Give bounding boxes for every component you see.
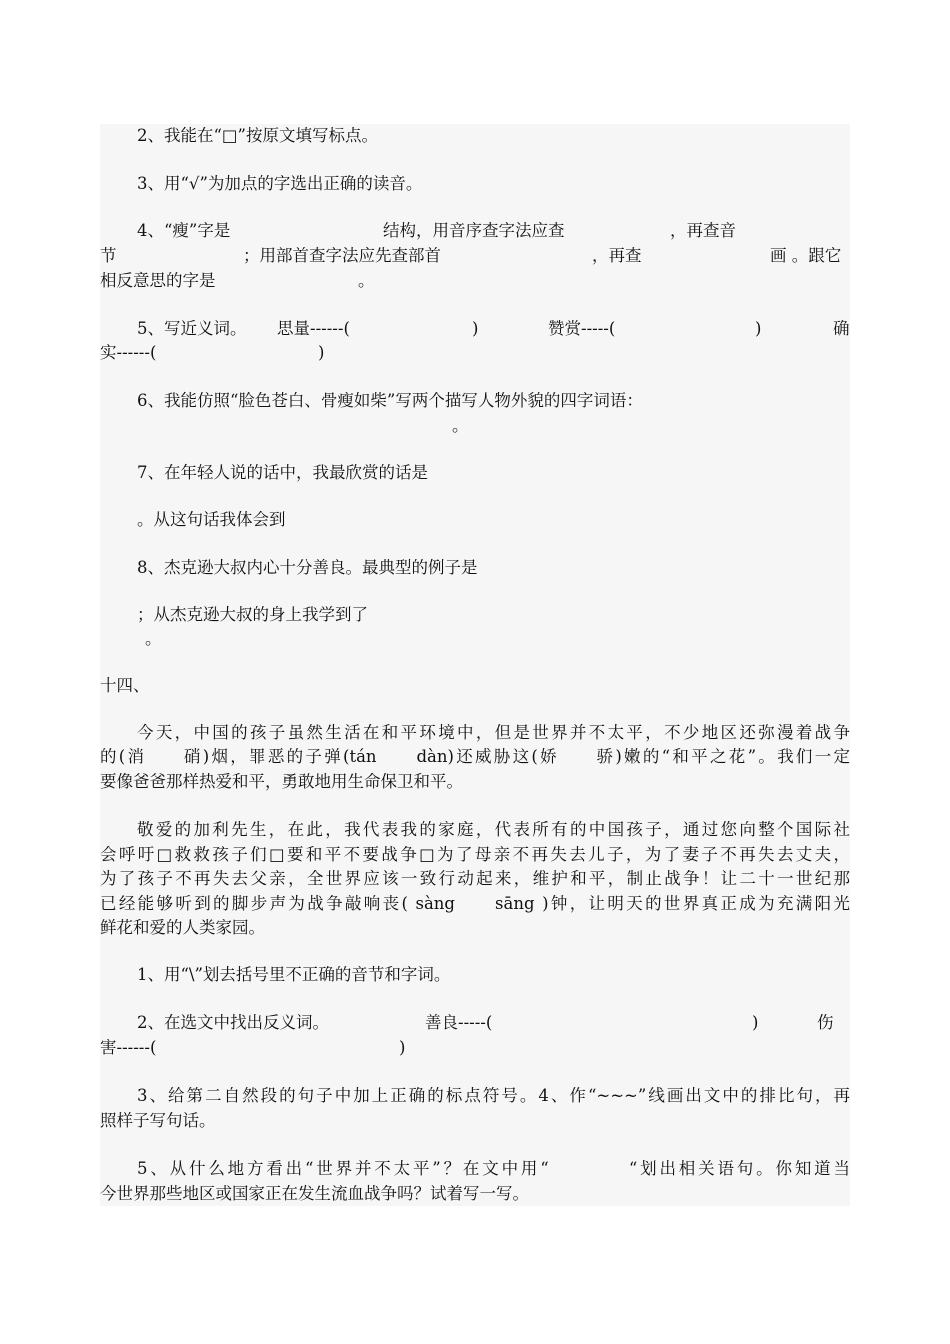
question-5-line-2: 实------( ) (100, 343, 325, 362)
question-8-line-1: 8、杰克逊大叔内心十分善良。最典型的例子是 (137, 558, 478, 577)
exercise-2-line-2: 害------( ) (100, 1038, 406, 1057)
passage-paragraph-1-line-3: 要像爸爸那样热爱和平，勇敢地用生命保卫和平。 (100, 772, 463, 791)
exercise-5-line-2: 今世界那些地区或国家正在发生流血战争吗？试着写一写。 (100, 1184, 529, 1203)
passage-paragraph-2-line-1: 敬爱的加利先生，在此，我代表我的家庭，代表所有的中国孩子，通过您向整个国际社 (137, 820, 850, 839)
question-4-line-3: 相反意思的字是 。 (100, 271, 375, 290)
question-8-line-3: 。 (145, 629, 162, 648)
passage-paragraph-1-line-2: 的(消 硝)烟，罪恶的子弹(tán dàn)还威胁这(娇 骄)嫩的“和平之花”。我们一定 (100, 747, 850, 766)
question-8-line-2: ；从杰克逊大叔的身上我学到了 (137, 605, 368, 624)
question-4-line-1: 4、“瘦”字是 结构，用音序查字法应查 ，再查音 (137, 221, 736, 240)
question-7-line-2: 。从这句话我体会到 (137, 510, 286, 529)
passage-paragraph-2-line-3: 为了孩子不再失去父亲，全世界应该一致行动起来，维护和平，制止战争！让二十一世纪那 (100, 869, 850, 888)
exercise-5-line-1: 5、从什么地方看出“世界并不太平”？在文中用“ “划出相关语句。你知道当 (137, 1159, 850, 1178)
question-2: 2、我能在“□”按原文填写标点。 (137, 126, 378, 145)
exercise-1: 1、用“\”划去括号里不正确的音节和字词。 (137, 965, 451, 984)
passage-paragraph-2-line-4: 已经能够听到的脚步声为战争敲响丧( sàng sāng )钟，让明天的世界真正成为充满阳光 (100, 894, 850, 913)
question-6-line-2: 。 (452, 416, 469, 435)
question-4-line-2: 节 ；用部首查字法应先查部首 ，再查 画 。跟它 (100, 246, 842, 265)
section-heading-14: 十四、 (100, 676, 150, 695)
exercise-3-4-line-1: 3、给第二自然段的句子中加上正确的标点符号。4、作“~~~”线画出文中的排比句，再 (137, 1086, 850, 1105)
passage-paragraph-2-line-5: 鲜花和爱的人类家园。 (100, 918, 265, 937)
document-page (100, 124, 850, 1206)
question-3: 3、用“√”为加点的字选出正确的读音。 (137, 174, 423, 193)
question-6-line-1: 6、我能仿照“脸色苍白、骨瘦如柴”写两个描写人物外貌的四字词语： (137, 391, 643, 410)
passage-paragraph-2-line-2: 会呼吁□救救孩子们□要和平不要战争□为了母亲不再失去儿子，为了妻子不再失去丈夫， (100, 845, 850, 864)
exercise-2-line-1: 2、在选文中找出反义词。 善良-----( ) 伤 (137, 1013, 834, 1032)
passage-paragraph-1-line-1: 今天，中国的孩子虽然生活在和平环境中，但是世界并不太平，不少地区还弥漫着战争 (137, 723, 850, 742)
question-5-line-1: 5、写近义词。 思量------( ) 赞赏-----( ) 确 (137, 319, 850, 338)
exercise-3-4-line-2: 照样子写句话。 (100, 1111, 216, 1130)
question-7-line-1: 7、在年轻人说的话中，我最欣赏的话是 (137, 463, 428, 482)
